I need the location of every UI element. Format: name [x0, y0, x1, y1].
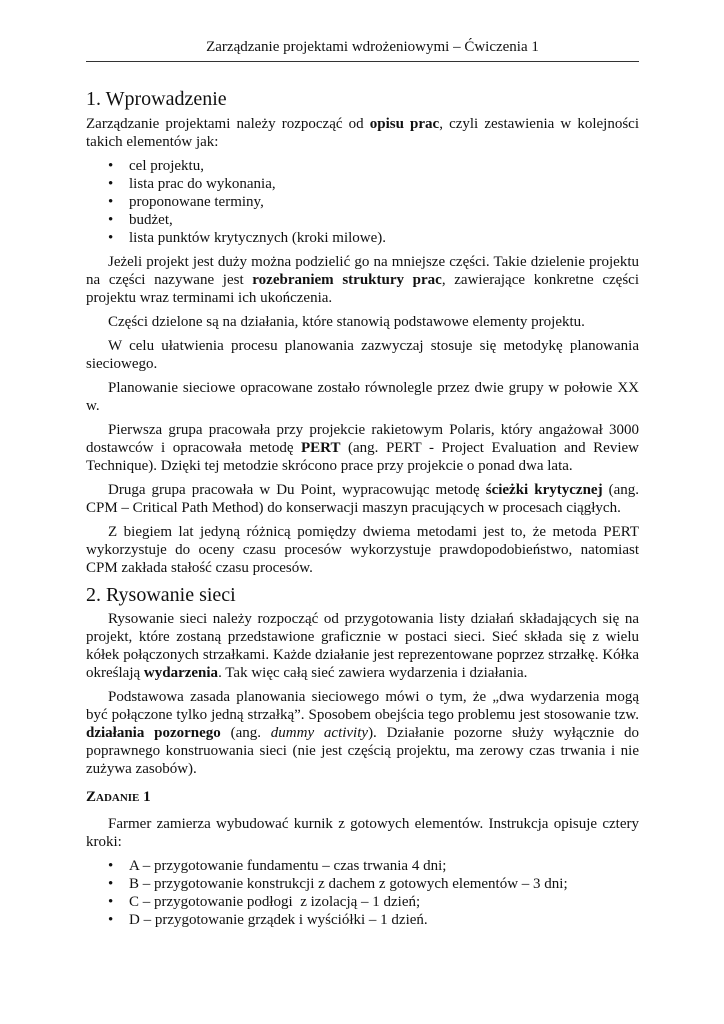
text: Druga grupa pracowała w Du Point, wypracowując metodę — [108, 482, 486, 498]
bold-term: rozebraniem struktury prac — [252, 272, 442, 288]
bold-term: działania pozornego — [86, 725, 221, 741]
list-item-text: D – przygotowanie grządek i wyściółki – 1 dzień. — [129, 912, 428, 928]
paragraph: Farmer zamierza wybudować kurnik z gotowych elementów. Instrukcja opisuje cztery kroki: — [86, 816, 639, 850]
list-item — [108, 175, 639, 193]
bold-term: PERT — [301, 440, 341, 456]
paragraph — [86, 115, 639, 151]
bullet-icon: • — [108, 230, 114, 246]
text: Zarządzanie projektami należy rozpocząć od — [86, 116, 370, 132]
list-item-text: lista prac do wykonania, — [129, 176, 276, 192]
text: (ang. PERT - Project Evaluation and Review Technique). Dzięki tej metodzie skrócono prace przy projekcie o ponad dwa lata. — [86, 440, 639, 474]
paragraph — [86, 253, 639, 307]
bullet-icon: • — [108, 212, 114, 228]
bullet-icon: • — [108, 176, 114, 192]
bullet-icon: • — [108, 158, 114, 174]
paragraph — [86, 481, 639, 517]
bullet-icon: • — [108, 194, 114, 210]
list-item — [108, 875, 639, 893]
bullet-icon: • — [108, 876, 114, 892]
text: Rysowanie sieci należy rozpocząć od przygotowania listy działań składających się na projekt, które zostaną przedstawione graficznie w postaci sieci. Sieć składa się z wielu kółek połączonych strzałkami. Każde działanie jest reprezentowane poprzez strzałkę. Kółka określają — [86, 611, 639, 681]
section-heading-introduction: 1. Wprowadzenie — [86, 88, 227, 110]
list-item-text: proponowane terminy, — [129, 194, 264, 210]
text: . Tak więc całą sieć zawiera wydarzenia i działania. — [218, 665, 528, 681]
task-title: Zadanie 1 — [86, 789, 151, 805]
list-item-text: budżet, — [129, 212, 173, 228]
text: Pierwsza grupa pracowała przy projekcie rakietowym Polaris, który angażował 3000 dostawców i opracowała metodę — [86, 422, 639, 456]
italic-term: dummy activity — [270, 725, 369, 741]
text: Podstawowa zasada planowania sieciowego mówi o tym, że „dwa wydarzenia mogą być połączone tylko jedną strzałką”. Sposobem obejścia tego problemu jest stosowanie tzw. — [86, 689, 639, 723]
list-item-text: B – przygotowanie konstrukcji z dachem z gotowych elementów – 3 dni; — [129, 876, 568, 892]
paragraph: W celu ułatwienia procesu planowania zazwyczaj stosuje się metodykę planowania sieciowego. — [86, 338, 639, 372]
list-item-text: C – przygotowanie podłogi z izolacją – 1 dzień; — [129, 894, 421, 910]
paragraph: Z biegiem lat jedyną różnicą pomiędzy dwiema metodami jest to, że metoda PERT wykorzystuje do oceny czasu procesów wykorzystuje prawdopodobieństwo, natomiast CPM zakłada stałość czasu procesów. — [86, 524, 639, 576]
list-item — [108, 229, 639, 247]
paragraph — [86, 421, 639, 475]
section-heading-drawing-network: 2. Rysowanie sieci — [86, 584, 236, 606]
list-item-text: lista punktów krytycznych (kroki milowe). — [129, 230, 387, 246]
document-page — [86, 38, 639, 935]
page-header: Zarządzanie projektami wdrożeniowymi – Ćwiczenia 1 — [86, 38, 639, 62]
text: , czyli zestawienia w kolejności takich elementów jak: — [86, 116, 639, 150]
list-item — [108, 193, 639, 211]
list-item — [108, 857, 639, 875]
bullet-icon: • — [108, 858, 114, 874]
bold-term: wydarzenia — [143, 665, 219, 681]
bullet-icon: • — [108, 894, 114, 910]
text: , zawierające konkretne części projektu wraz terminami ich ukończenia. — [86, 272, 639, 306]
paragraph — [86, 688, 639, 778]
list-item — [108, 157, 639, 175]
list-item-text: cel projektu, — [129, 158, 204, 174]
paragraph: Planowanie sieciowe opracowane zostało równolegle przez dwie grupy w połowie XX w. — [86, 380, 639, 414]
list-item — [108, 911, 639, 929]
text: ). Działanie pozorne służy wyłącznie do poprawnego konstruowania sieci (nie jest częścią projektu, ma zerowy czas trwania i nie zużywa zasobów). — [86, 725, 640, 777]
bold-term: opisu prac — [369, 116, 440, 132]
bullet-list — [86, 157, 639, 247]
bullet-icon: • — [108, 912, 114, 928]
text: (ang. — [220, 725, 271, 741]
list-item — [108, 893, 639, 911]
paragraph: Części dzielone są na działania, które stanowią podstawowe elementy projektu. — [108, 314, 585, 330]
paragraph — [86, 610, 639, 682]
list-item — [108, 211, 639, 229]
text: (ang. CPM – Critical Path Method) do konserwacji maszyn pracujących w procesach ciągłych. — [86, 482, 639, 516]
bold-term: ścieżki krytycznej — [485, 482, 603, 498]
task-steps-list — [86, 857, 639, 929]
text: Jeżeli projekt jest duży można podzielić go na mniejsze części. Takie dzielenie projektu na części nazywane jest — [86, 254, 639, 288]
list-item-text: A – przygotowanie fundamentu – czas trwania 4 dni; — [129, 858, 447, 874]
